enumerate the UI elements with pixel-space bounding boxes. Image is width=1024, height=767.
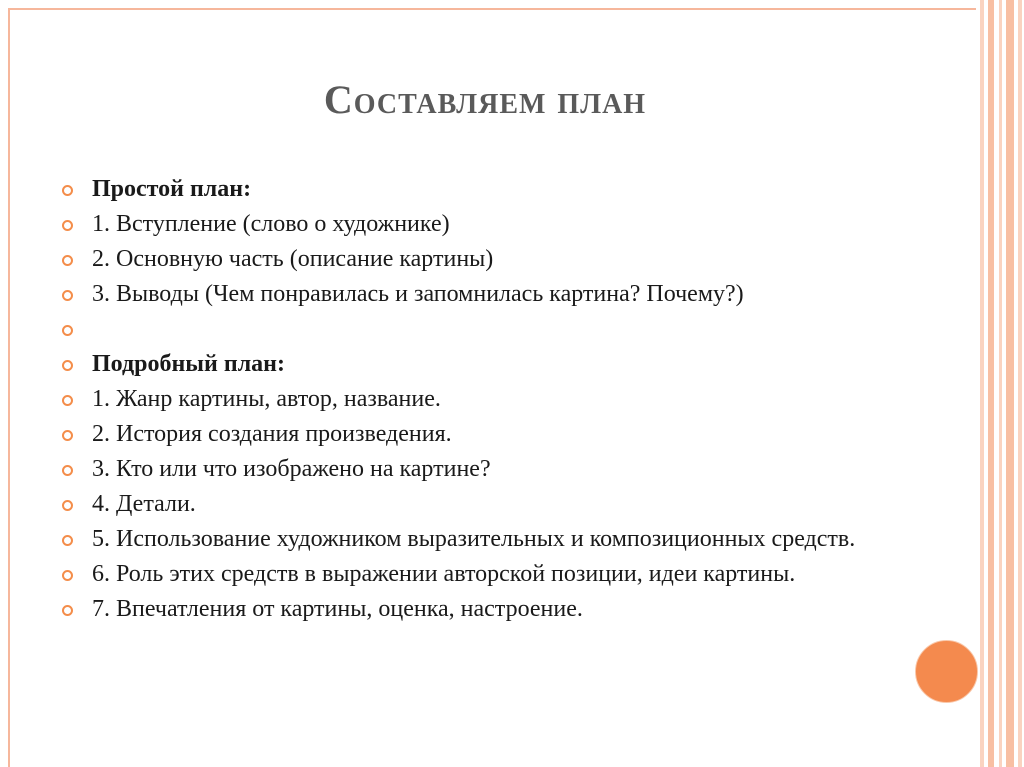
bullet-circle-icon (62, 220, 73, 231)
stripe (988, 0, 994, 767)
list-item (62, 491, 882, 518)
bullet-circle-icon (62, 605, 73, 616)
section-heading (62, 351, 882, 378)
bullet-list (62, 176, 882, 631)
list-item-text: 2. Основную часть (описание картины) (92, 246, 494, 272)
decorative-circle (915, 640, 978, 703)
decorative-stripes (978, 0, 1024, 767)
bullet-circle-icon (62, 465, 73, 476)
list-item-text: 2. История создания произведения. (92, 421, 452, 447)
bullet-circle-icon (62, 395, 73, 406)
section-heading (62, 176, 882, 203)
list-item (62, 316, 882, 343)
bullet-circle-icon (62, 570, 73, 581)
list-item-text: 3. Выводы (Чем понравилась и запомнилась картина? Почему?) (92, 281, 744, 307)
list-item-text: 4. Детали. (92, 491, 196, 517)
list-item (62, 561, 882, 588)
bullet-circle-icon (62, 360, 73, 371)
list-item-text: 1. Вступление (слово о художнике) (92, 211, 450, 237)
stripe (1018, 0, 1022, 767)
list-item (62, 211, 882, 238)
bullet-circle-icon (62, 255, 73, 266)
list-item-text: 6. Роль этих средств в выражении авторской позиции, идеи картины. (92, 561, 796, 587)
list-item (62, 456, 882, 483)
list-item-text: Подробный план: (92, 351, 285, 377)
bullet-circle-icon (62, 430, 73, 441)
list-item (62, 386, 882, 413)
bullet-circle-icon (62, 290, 73, 301)
bullet-circle-icon (62, 185, 73, 196)
list-item (62, 281, 882, 308)
list-item-text: 1. Жанр картины, автор, название. (92, 386, 441, 412)
bullet-circle-icon (62, 500, 73, 511)
list-item-text: Простой план: (92, 176, 252, 202)
slide-title: Составляем план (323, 77, 647, 122)
stripe (999, 0, 1002, 767)
list-item (62, 246, 882, 273)
stripe (980, 0, 984, 767)
bullet-circle-icon (62, 535, 73, 546)
list-item (62, 421, 882, 448)
list-item (62, 526, 882, 553)
list-item (62, 596, 882, 623)
list-item-text: 3. Кто или что изображено на картине? (92, 456, 491, 482)
list-item-text: 7. Впечатления от картины, оценка, настроение. (92, 596, 583, 622)
list-item-text: 5. Использование художником выразительных и композиционных средств. (92, 526, 856, 552)
bullet-circle-icon (62, 325, 73, 336)
stripe (1006, 0, 1014, 767)
